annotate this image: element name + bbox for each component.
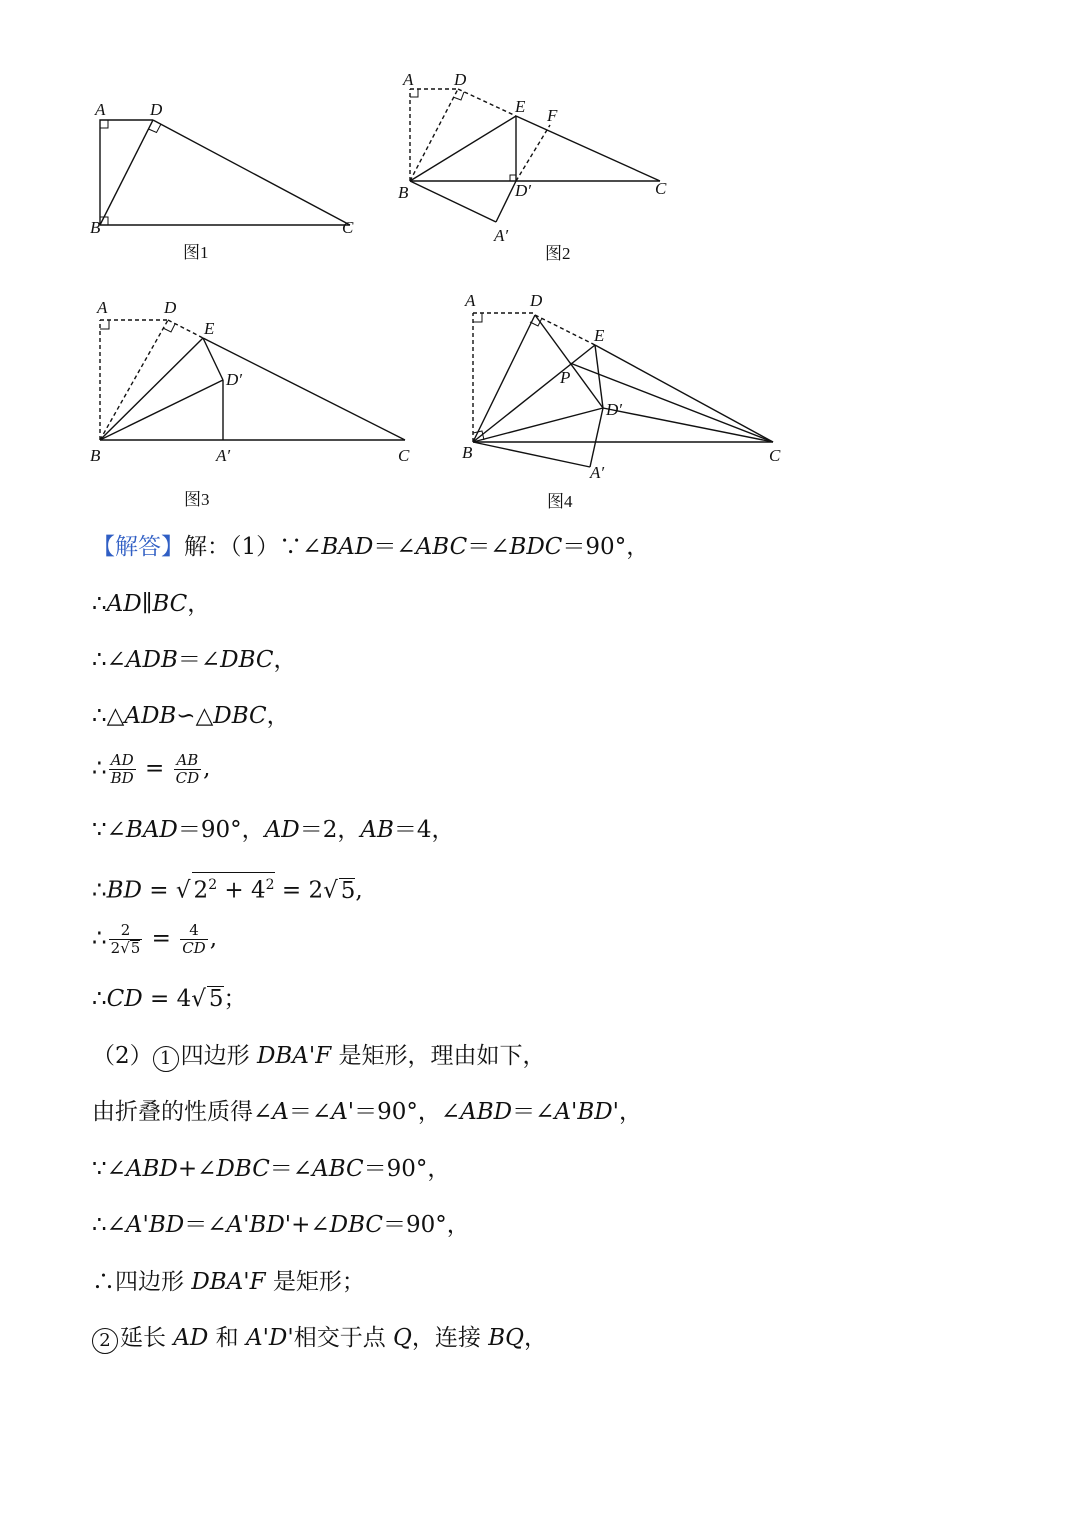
fig4-caption: 图4 <box>547 492 573 511</box>
fig3-label-D: D <box>164 298 177 317</box>
solution-line-14: ∴四边形 DBA'F 是矩形； <box>92 1269 365 1295</box>
fig3-label-E: E <box>204 319 215 338</box>
solution-line-12: ∵∠ABD+∠DBC＝∠ABC＝90°， <box>92 1156 451 1182</box>
figure-1-diagram <box>80 95 370 270</box>
figure-4-diagram <box>450 285 795 515</box>
figure-2 <box>390 65 690 270</box>
figure-1 <box>80 95 370 270</box>
solution-line-8: ∴ $\frac{2}{2√5}$ = $\frac{4}{CD}$ , <box>92 921 218 957</box>
fig3-caption: 图3 <box>184 490 210 509</box>
fig4-label-A: A <box>465 291 476 310</box>
fig4-label-D: D <box>530 291 543 310</box>
fig4-label-Ap: A′ <box>590 463 605 482</box>
solution-line-15: 2 延长 AD 和 A'D'相交于点 Q，连接 BQ， <box>92 1323 547 1354</box>
solution-line-13: ∴∠A'BD＝∠A'BD'+∠DBC＝90°， <box>92 1212 470 1238</box>
fig2-label-D: D <box>454 70 467 89</box>
fig1-label-C: C <box>342 218 354 237</box>
fig4-label-B: B <box>462 443 473 462</box>
fig3-label-B: B <box>90 446 101 465</box>
solution-line-1: 【解答】解：（1）∵∠BAD＝∠ABC＝∠BDC＝90°， <box>92 534 650 560</box>
figure-3 <box>80 290 425 515</box>
fig1-caption: 图1 <box>183 243 209 262</box>
fig2-label-F: F <box>547 106 558 125</box>
fig3-label-C: C <box>398 446 410 465</box>
fig1-label-B: B <box>90 218 101 237</box>
fig1-label-D: D <box>150 100 163 119</box>
figure-2-diagram <box>390 65 690 270</box>
fig2-label-E: E <box>515 97 526 116</box>
fraction-4-cd: $\frac{4}{CD}$ <box>182 921 206 957</box>
solution-line-4: ∴△ADB∽△DBC， <box>92 703 290 729</box>
solution-line-10: （2） 1 四边形 DBA'F 是矩形，理由如下， <box>92 1041 546 1072</box>
circled-number-1: 1 <box>153 1046 179 1072</box>
solution-line-2: ∴AD∥BC， <box>92 591 211 617</box>
fig2-label-Dp: D′ <box>515 181 531 200</box>
solution-line-11: 由折叠的性质得∠A＝∠A'＝90°，∠ABD＝∠A'BD'， <box>92 1099 643 1125</box>
fig1-label-A: A <box>95 100 106 119</box>
figure-4 <box>450 285 795 515</box>
fig4-label-E: E <box>594 326 605 345</box>
sqrt-expression: $2^2 + 4^2$ <box>192 872 275 903</box>
fig2-label-Ap: A′ <box>494 226 509 245</box>
fig4-label-C: C <box>769 446 781 465</box>
solution-line-7: ∴BD = √ $2^2 + 4^2 = 2√$ 5, <box>92 872 363 906</box>
solution-line-6: ∵∠BAD＝90°，AD＝2，AB＝4， <box>92 817 455 843</box>
fig3-label-Ap: A′ <box>216 446 231 465</box>
fig2-label-C: C <box>655 179 667 198</box>
fig2-label-A: A <box>403 70 414 89</box>
solution-line-3: ∴∠ADB＝∠DBC， <box>92 647 297 673</box>
fig2-caption: 图2 <box>545 244 571 263</box>
fraction-2-2sqrt5: $\frac{2}{2√5}$ <box>110 921 141 957</box>
fig4-label-Dp: D′ <box>606 400 622 419</box>
fig3-label-A: A <box>97 298 108 317</box>
figure-3-diagram <box>80 290 425 515</box>
solution-line-5: ∴ $\frac{AD}{BD}$ = $\frac{AB}{CD}$ , <box>92 751 211 787</box>
fig3-label-Dp: D′ <box>226 370 242 389</box>
fig2-label-B: B <box>398 183 409 202</box>
fraction-ab-cd: $\frac{AB}{CD}$ <box>175 751 200 787</box>
circled-number-2: 2 <box>92 1328 118 1354</box>
solution-line-9: ∴CD = 4√ 5； <box>92 986 247 1012</box>
fig4-label-P: P <box>560 368 571 387</box>
answer-tag: 【解答】 <box>92 534 184 560</box>
fraction-ad-bd: $\frac{AD}{BD}$ <box>110 751 134 787</box>
